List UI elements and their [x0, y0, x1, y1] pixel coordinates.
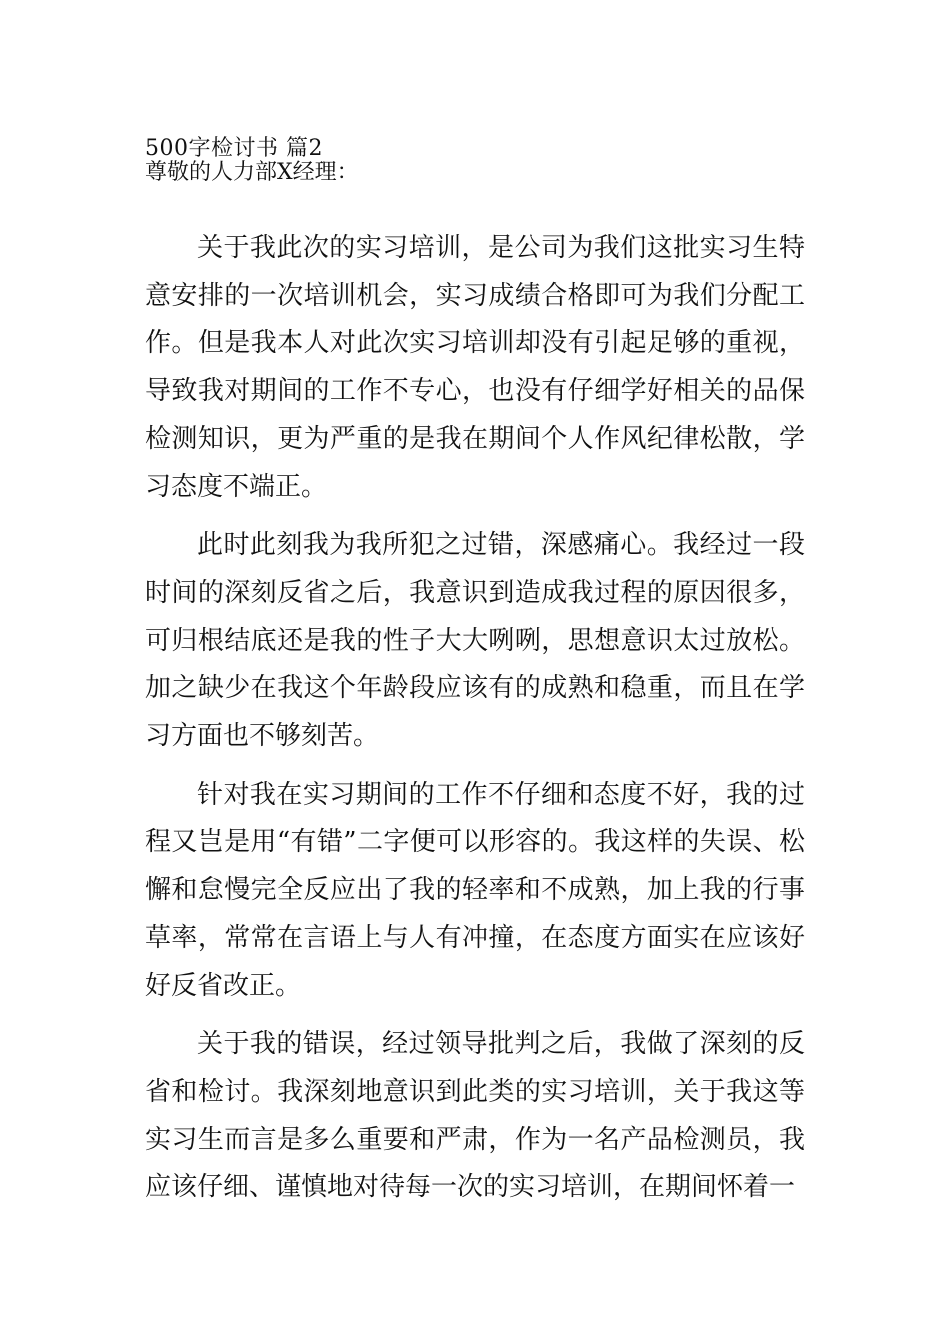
- paragraph-2: 此时此刻我为我所犯之过错，深感痛心。我经过一段时间的深刻反省之后，我意识到造成我过程的原因很多，可归根结底还是我的性子大大咧咧，思想意识太过放松。加之缺少在我这个年龄段应该有的成熟和稳重，而且在学习方面也不够刻苦。: [145, 530, 805, 752]
- paragraph-4: 关于我的错误，经过领导批判之后，我做了深刻的反省和检讨。我深刻地意识到此类的实习培训，关于我这等实习生而言是多么重要和严肃，作为一名产品检测员，我应该仔细、谨慎地对待每一次的实习培训，在期间怀着一: [145, 1029, 805, 1203]
- paragraph-3: 针对我在实习期间的工作不仔细和态度不好，我的过程又岂是用“有错”二字便可以形容的。我这样的失误、松懈和怠慢完全反应出了我的轻率和不成熟，加上我的行事草率，常常在言语上与人有冲撞，在态度方面实在应该好好反省改正。: [145, 779, 805, 1001]
- salutation: 尊敬的人力部X经理：: [145, 160, 359, 185]
- paragraph-1: 关于我此次的实习培训，是公司为我们这批实习生特意安排的一次培训机会，实习成绩合格即可为我们分配工作。但是我本人对此次实习培训却没有引起足够的重视，导致我对期间的工作不专心，也没有仔细学好相关的品保检测知识，更为严重的是我在期间个人作风纪律松散，学习态度不端正。: [145, 233, 805, 502]
- document-body: [145, 225, 805, 1212]
- document-title: 500字检讨书 篇2: [145, 136, 323, 161]
